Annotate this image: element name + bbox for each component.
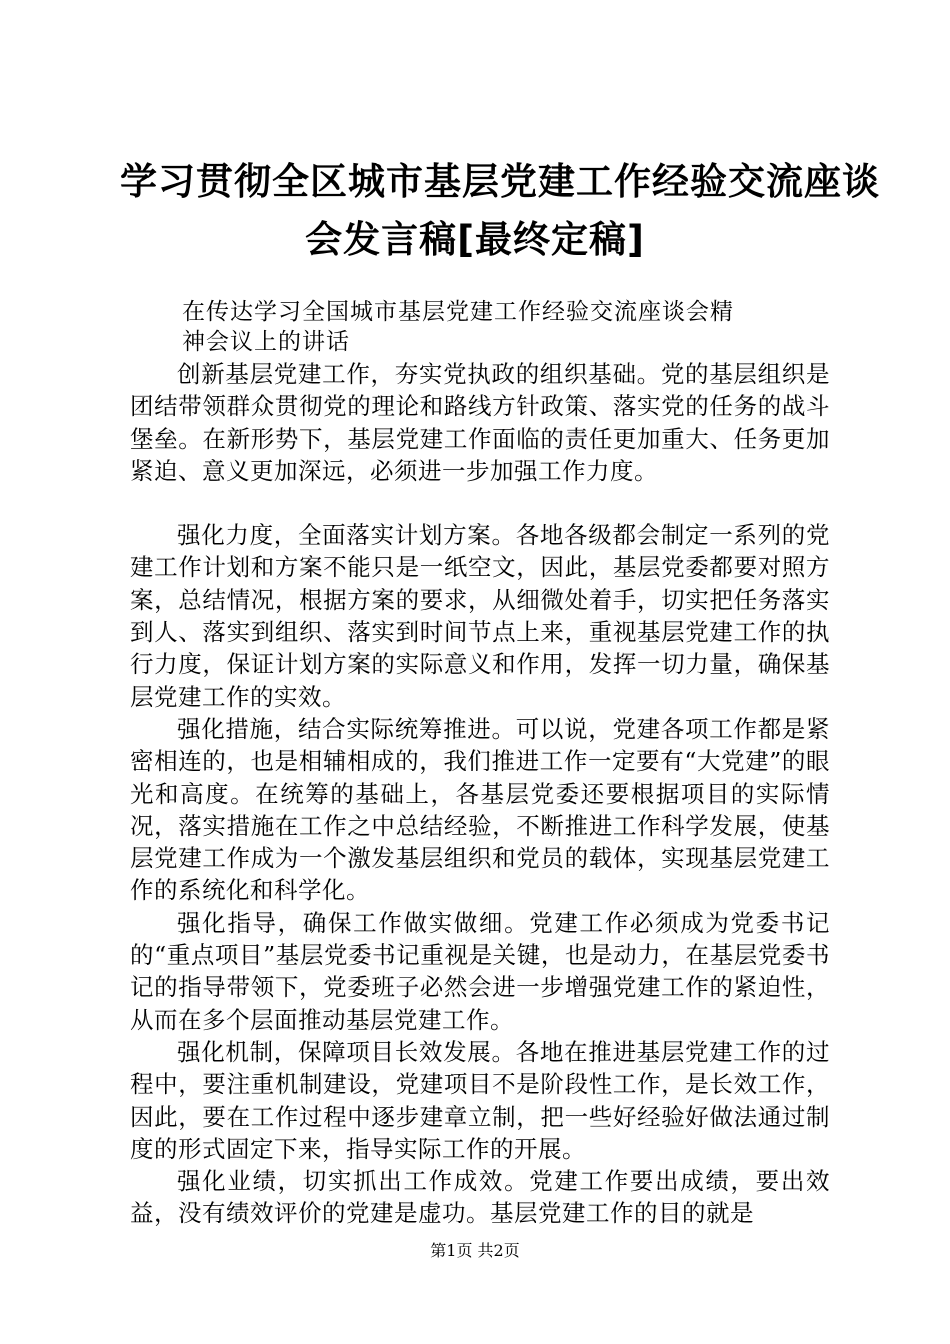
body-paragraph-1: 创新基层党建工作，夯实党执政的组织基础。党的基层组织是团结带领群众贯彻党的理论和路线方针政策、落实党的任务的战斗堡垒。在新形势下，基层党建工作面临的责任更加重大、任务更加紧迫、意义更加深远，必须进一步加强工作力度。: [130, 360, 830, 485]
body-paragraph-2: 强化力度，全面落实计划方案。各地各级都会制定一系列的党建工作计划和方案不能只是一纸空文，因此，基层党委都要对照方案，总结情况，根据方案的要求，从细微处着手，切实把任务落实到人、落实到组织、落实到时间节点上来，重视基层党建工作的执行力度，保证计划方案的实际意义和作用，发挥一切力量，确保基层党建工作的实效。: [130, 521, 830, 711]
body-paragraph-3: 强化措施，结合实际统筹推进。可以说，党建各项工作都是紧密相连的，也是相辅相成的，我们推进工作一定要有“大党建”的眼光和高度。在统筹的基础上，各基层党委还要根据项目的实际情况，落实措施在工作之中总结经验，不断推进工作科学发展，使基层党建工作成为一个激发基层组织和党员的载体，实现基层党建工作的系统化和科学化。: [130, 714, 830, 905]
body-paragraph-5: 强化机制，保障项目长效发展。各地在推进基层党建工作的过程中，要注重机制建设，党建项目不是阶段性工作，是长效工作，因此，要在工作过程中逐步建章立制，把一些好经验好做法通过制度的形式固定下来，指导实际工作的开展。: [130, 1037, 830, 1163]
document-body: [130, 358, 830, 1230]
body-paragraph-6: 强化业绩，切实抓出工作成效。党建工作要出成绩，要出效益，没有绩效评价的党建是虚功。基层党建工作的目的就是: [130, 1167, 830, 1228]
page-footer: 第1页 共2页: [430, 1241, 520, 1260]
document-subtitle-line-1: 在传达学习全国城市基层党建工作经验交流座谈会精: [182, 299, 734, 325]
document-subtitle-line-2: 神会议上的讲话: [182, 329, 350, 355]
document-title-line-2: 会发言稿[最终定稿]: [305, 218, 645, 261]
body-paragraph-4: 强化指导，确保工作做实做细。党建工作必须成为党委书记的“重点项目”基层党委书记重视是关键，也是动力，在基层党委书记的指导带领下，党委班子必然会进一步增强党建工作的紧迫性，从而在多个层面推动基层党建工作。: [130, 908, 830, 1034]
document-title-line-1: 学习贯彻全区城市基层党建工作经验交流座谈: [120, 160, 880, 203]
